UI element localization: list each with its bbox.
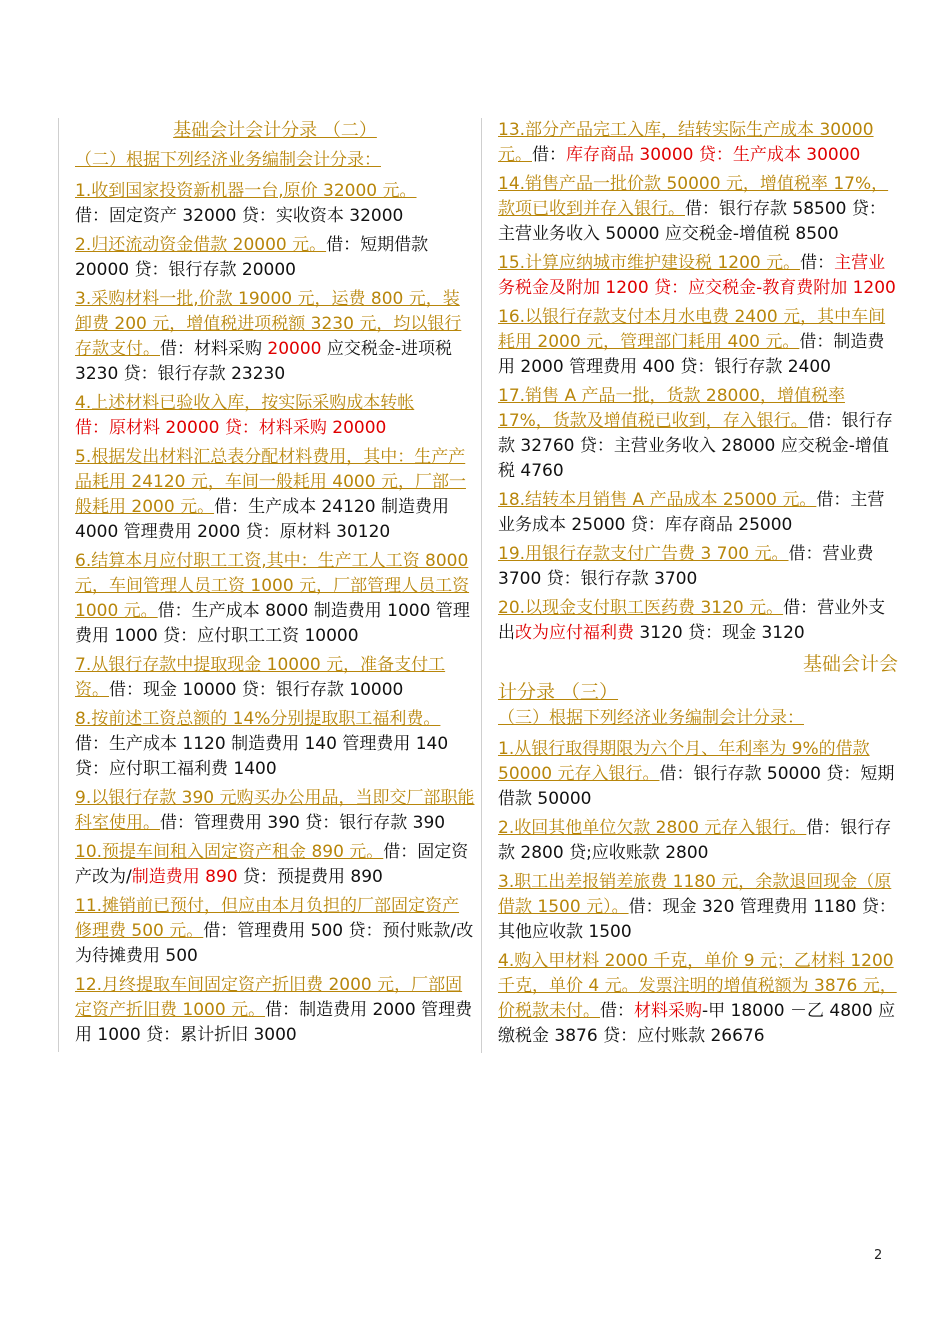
entry-7 bbox=[75, 653, 475, 703]
entry-16 bbox=[498, 305, 898, 380]
entry-answer: 借： bbox=[600, 1001, 634, 1021]
page-number: 2 bbox=[874, 1248, 883, 1263]
entry-13 bbox=[498, 118, 898, 168]
entry-question: 18.结转本月销售 A 产品成本 25000 元。 bbox=[498, 490, 817, 510]
entry-4 bbox=[75, 391, 475, 441]
entry-3-1 bbox=[498, 737, 898, 812]
entry-question: 4.上述材料已验收入库，按实际采购成本转帐 bbox=[75, 393, 415, 413]
entry-9 bbox=[75, 786, 475, 836]
entry-answer: 借：生产成本 1120 制造费用 140 管理费用 140 贷：应付职工福利费 1400 bbox=[75, 734, 449, 779]
entry-answer: 借：营业外支出 bbox=[498, 598, 886, 643]
entry-3 bbox=[75, 287, 475, 387]
entry-2 bbox=[75, 233, 475, 283]
entry-correction: 库存商品 30000 贷：生产成本 30000 bbox=[566, 145, 861, 165]
entry-question: 2.归还流动资金借款 20000 元。 bbox=[75, 235, 327, 255]
entry-answer: 贷：预提费用 890 bbox=[237, 867, 383, 887]
section-title-3-part2: 计分录 （三） bbox=[498, 681, 619, 703]
entry-answer: 借： bbox=[532, 145, 566, 165]
entry-8 bbox=[75, 707, 475, 782]
entry-20 bbox=[498, 596, 898, 646]
entry-answer: 借：管理费用 390 贷：银行存款 390 bbox=[160, 813, 446, 833]
right-column bbox=[481, 118, 898, 1053]
entry-answer: 借：营业费 3700 贷：银行存款 3700 bbox=[498, 544, 874, 589]
entry-10 bbox=[75, 840, 475, 890]
entry-question: 9.以银行存款 390 元购买办公用品，当即交厂部职能科室使用。 bbox=[75, 788, 475, 833]
entry-question: 7.从银行存款中提取现金 10000 元，准备支付工资。 bbox=[75, 655, 446, 700]
entry-answer: 借：短期借款 20000 贷：银行存款 20000 bbox=[75, 235, 429, 280]
entry-question: 13.部分产品完工入库，结转实际生产成本 30000 元。 bbox=[498, 120, 874, 165]
entry-3-3 bbox=[498, 870, 898, 945]
entry-answer: 应交税金-进项税 3230 贷：银行存款 23230 bbox=[75, 339, 453, 384]
entry-question: 16.以银行存款支付本月水电费 2400 元，其中车间耗用 2000 元，管理部门耗用 400 元。 bbox=[498, 307, 886, 352]
entry-correction: 主营业务税金及附加 1200 贷：应交税金-教育费附加 1200 bbox=[498, 253, 896, 298]
entry-answer: 借： bbox=[800, 253, 835, 273]
entry-correction: 制造费用 890 bbox=[131, 867, 238, 887]
entry-19 bbox=[498, 542, 898, 592]
entry-question: 15.计算应纳城市维护建设税 1200 元。 bbox=[498, 253, 801, 273]
entry-answer: 借：现金 10000 贷：银行存款 10000 bbox=[109, 680, 404, 700]
entry-answer: 借：银行存款 58500 贷：主营业务收入 50000 应交税金-增值税 8500 bbox=[498, 199, 886, 244]
entry-6 bbox=[75, 549, 475, 649]
entry-question: 1.收到国家投资新机器一台,原价 32000 元。 bbox=[75, 181, 417, 201]
entry-question: 1.从银行取得期限为六个月、年利率为 9%的借款 50000 元存入银行。 bbox=[498, 739, 870, 784]
entry-12 bbox=[75, 973, 475, 1048]
entry-15 bbox=[498, 251, 898, 301]
entry-answer: 借：材料采购 bbox=[160, 339, 268, 359]
section-subtitle-3-text: （三）根据下列经济业务编制会计分录： bbox=[498, 708, 804, 728]
entry-question: 3.职工出差报销差旅费 1180 元，余款退回现金（原借款 1500 元）。 bbox=[498, 872, 892, 917]
entry-question: 8.按前述工资总额的 14%分别提取职工福利费。 bbox=[75, 709, 441, 729]
entry-question: 19.用银行存款支付广告费 3 700 元。 bbox=[498, 544, 789, 564]
entry-answer: 借：固定资产 32000 贷：实收资本 32000 bbox=[75, 206, 404, 226]
entry-correction: 改为应付福利费 bbox=[515, 623, 634, 643]
section-subtitle bbox=[75, 148, 475, 173]
entry-question: 6.结算本月应付职工工资,其中：生产工人工资 8000 元，车间管理人员工资 1000 元，厂部管理人员工资 1000 元。 bbox=[75, 551, 470, 621]
entry-17 bbox=[498, 384, 898, 484]
entry-11 bbox=[75, 894, 475, 969]
entry-question: 2.收回其他单位欠款 2800 元存入银行。 bbox=[498, 818, 807, 838]
entry-answer: 借：生产成本 24120 制造费用 4000 管理费用 2000 贷：原材料 30120 bbox=[75, 497, 449, 542]
section-title-3-part1: 基础会计会 bbox=[802, 653, 898, 675]
section-title bbox=[75, 118, 475, 144]
left-column bbox=[58, 118, 475, 1052]
entry-answer: 借：现金 320 管理费用 1180 贷：其他应收款 1500 bbox=[498, 897, 896, 942]
entry-answer: 借：银行存款 50000 贷：短期借款 50000 bbox=[498, 764, 895, 809]
entry-answer: 借：主营业务成本 25000 贷：库存商品 25000 bbox=[498, 490, 885, 535]
entry-correction: 20000 bbox=[267, 339, 322, 359]
entry-question: 17.销售 A 产品一批，货款 28000，增值税率 17%，货款及增值税已收到，存入银行。 bbox=[498, 386, 845, 431]
entry-answer: 借：生产成本 8000 制造费用 1000 管理费用 1000 贷：应付职工工资 10000 bbox=[75, 601, 470, 646]
section-title-3 bbox=[498, 650, 898, 706]
entry-answer: 借：银行存款 2800 贷;应收账款 2800 bbox=[498, 818, 892, 863]
entry-1 bbox=[75, 179, 475, 229]
entry-answer: 借：制造费用 2000 管理费用 400 贷：银行存款 2400 bbox=[498, 332, 885, 377]
entry-question: 14.销售产品一批价款 50000 元，增值税率 17%，款项已收到并存入银行。 bbox=[498, 174, 889, 219]
entry-answer: 借：银行存款 32760 贷：主营业务收入 28000 应交税金-增值税 4760 bbox=[498, 411, 893, 481]
entry-18 bbox=[498, 488, 898, 538]
section-subtitle-text: （二）根据下列经济业务编制会计分录： bbox=[75, 150, 381, 170]
entry-3-2 bbox=[498, 816, 898, 866]
entry-answer: 3120 贷：现金 3120 bbox=[634, 623, 805, 643]
entry-3-4 bbox=[498, 949, 898, 1049]
section-title-text: 基础会计会计分录 （二） bbox=[173, 120, 377, 141]
entry-question: 11.摊销前已预付，但应由本月负担的厂部固定资产修理费 500 元。 bbox=[75, 896, 460, 941]
entry-answer: 借：固定资产改为/ bbox=[75, 842, 469, 887]
entry-answer: -甲 18000 －乙 4800 应缴税金 3876 贷：应付账款 26676 bbox=[498, 1001, 896, 1046]
entry-5 bbox=[75, 445, 475, 545]
entry-question: 3.采购材料一批,价款 19000 元，运费 800 元，装卸费 200 元，增值税进项税额 3230 元，均以银行存款支付。 bbox=[75, 289, 462, 359]
entry-answer: 借：管理费用 500 贷：预付账款/改为待摊费用 500 bbox=[75, 921, 474, 966]
section-subtitle-3 bbox=[498, 706, 898, 731]
entry-question: 4.购入甲材料 2000 千克，单价 9 元；乙材料 1200 千克，单价 4 元。发票注明的增值税额为 3876 元，价税款未付。 bbox=[498, 951, 897, 1021]
entry-correction: 借：原材料 20000 贷：材料采购 20000 bbox=[75, 418, 387, 438]
entry-14 bbox=[498, 172, 898, 247]
entry-question: 20.以现金支付职工医药费 3120 元。 bbox=[498, 598, 784, 618]
entry-correction: 材料采购 bbox=[634, 1001, 702, 1021]
entry-question: 5.根据发出材料汇总表分配材料费用，其中：生产产品耗用 24120 元，车间一般耗用 4000 元，厂部一般耗用 2000 元。 bbox=[75, 447, 466, 517]
entry-answer: 借：制造费用 2000 管理费用 1000 贷：累计折旧 3000 bbox=[75, 1000, 473, 1045]
entry-question: 10.预提车间租入固定资产租金 890 元。 bbox=[75, 842, 384, 862]
entry-question: 12.月终提取车间固定资产折旧费 2000 元，厂部固定资产折旧费 1000 元。 bbox=[75, 975, 463, 1020]
